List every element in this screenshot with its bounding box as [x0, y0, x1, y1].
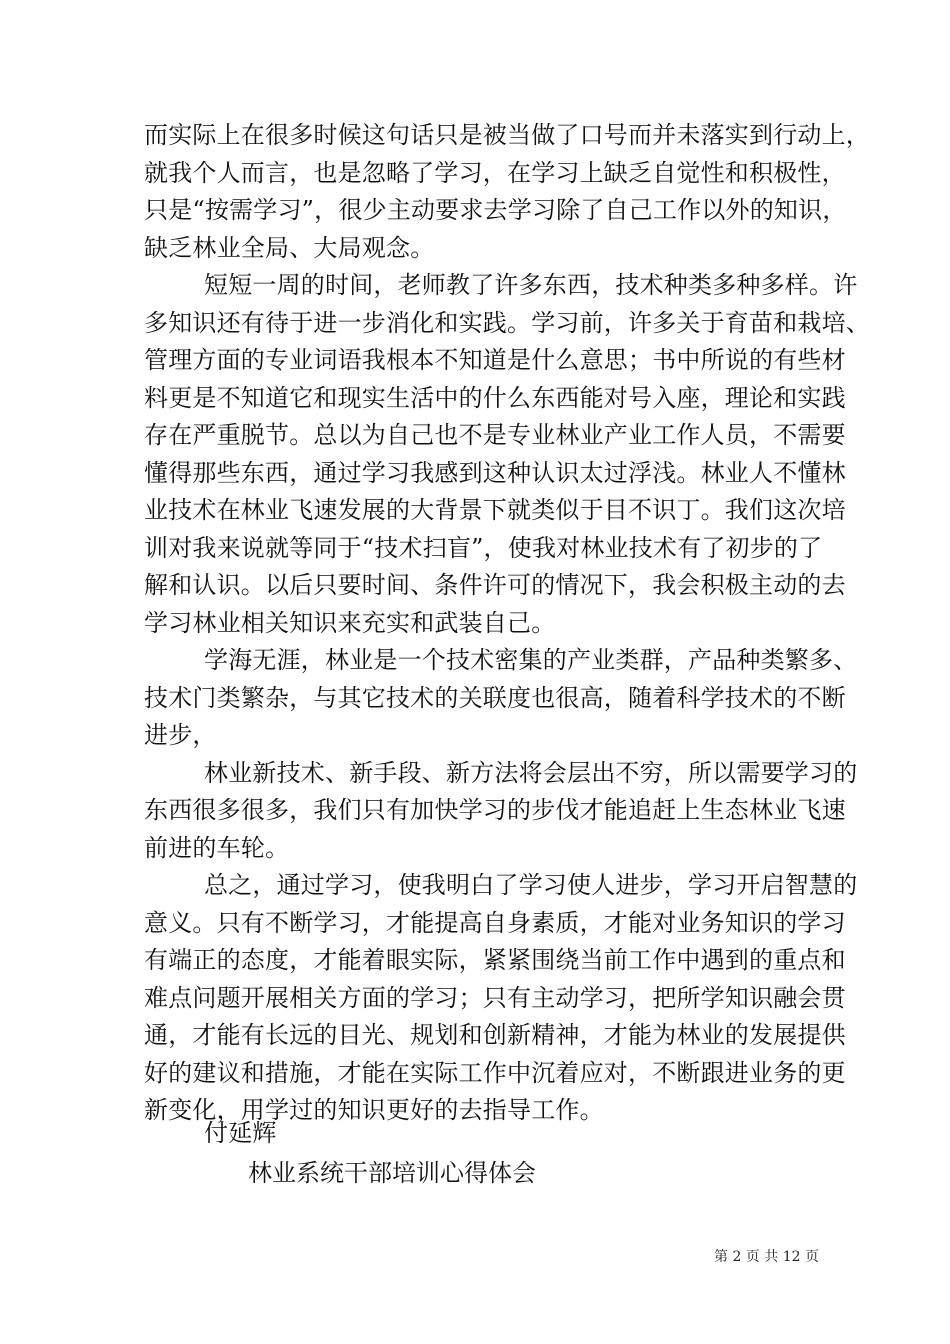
text-line: 短短一周的时间，老师教了许多东西，技术种类多种多样。许 [204, 271, 858, 299]
text-line: 难点问题开展相关方面的学习；只有主动学习，把所学知识融会贯 [144, 983, 846, 1012]
text-line: 有端正的态度，才能着眼实际，紧紧围绕当前工作中遇到的重点和 [144, 946, 846, 974]
text-line: 学习林业相关知识来充实和武装自己。 [144, 608, 556, 637]
text-line: 业技术在林业飞速发展的大背景下就类似于目不识丁。我们这次培 [144, 496, 846, 524]
text-line: 林业新技术、新手段、新方法将会层出不穷，所以需要学习的 [204, 758, 858, 787]
text-line: 管理方面的专业词语我根本不知道是什么意思；书中所说的有些材 [144, 346, 846, 374]
text-line: 多知识还有待于进一步消化和实践。学习前，许多关于育苗和栽培、 [144, 308, 870, 337]
text-line: 通，才能有长远的目光、规划和创新精神，才能为林业的发展提供 [144, 1021, 846, 1049]
text-line: 进步， [144, 721, 217, 749]
text-line: 只是“按需学习”，很少主动要求去学习除了自己工作以外的知识， [144, 196, 847, 224]
text-line: 懂得那些东西，通过学习我感到这种认识太过浮浅。林业人不懂林 [144, 458, 846, 487]
text-line: 而实际上在很多时候这句话只是被当做了口号而并未落实到行动上， [144, 121, 870, 149]
text-line: 前进的车轮。 [144, 833, 290, 862]
text-line: 存在严重脱节。总以为自己也不是专业林业产业工作人员，不需要 [144, 421, 846, 449]
document-body [144, 117, 870, 1130]
text-line: 新变化，用学过的知识更好的去指导工作。 [144, 1096, 604, 1124]
author-signature: 付延辉 [204, 1119, 277, 1147]
next-article-title: 林业系统干部培训心得体会 [248, 1159, 536, 1187]
text-line: 缺乏林业全局、大局观念。 [144, 233, 435, 262]
text-line: 训对我来说就等同于“技术扫盲”，使我对林业技术有了初步的了 [144, 533, 823, 562]
text-line: 解和认识。以后只要时间、条件许可的情况下，我会积极主动的去 [144, 571, 846, 599]
text-line: 好的建议和措施，才能在实际工作中沉着应对，不断跟进业务的更 [144, 1058, 846, 1087]
page-footer: 第 2 页 共 12 页 [714, 1249, 819, 1265]
text-line: 就我个人而言，也是忽略了学习，在学习上缺乏自觉性和积极性， [144, 158, 846, 187]
signature-block [204, 1115, 277, 1153]
text-line: 意义。只有不断学习，才能提高自身素质，才能对业务知识的学习 [144, 908, 846, 937]
text-line: 学海无涯，林业是一个技术密集的产业类群，产品种类繁多、 [204, 646, 858, 674]
text-line: 料更是不知道它和现实生活中的什么东西能对号入座，理论和实践 [144, 383, 846, 412]
text-line: 东西很多很多，我们只有加快学习的步伐才能追赶上生态林业飞速 [144, 796, 846, 824]
text-line: 总之，通过学习，使我明白了学习使人进步，学习开启智慧的 [204, 871, 858, 899]
text-line: 技术门类繁杂，与其它技术的关联度也很高，随着科学技术的不断 [144, 683, 846, 712]
